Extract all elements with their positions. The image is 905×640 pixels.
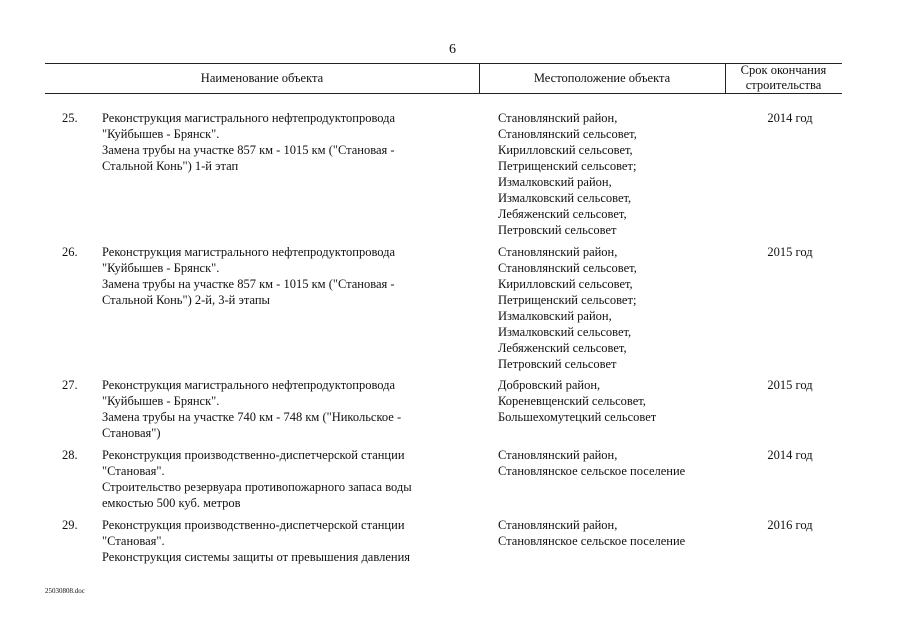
completion-term: 2014 год [767, 111, 813, 125]
completion-term: 2015 год [767, 378, 813, 392]
row-number: 25. [62, 111, 78, 125]
completion-term: 2014 год [767, 448, 813, 462]
header-top-rule [45, 63, 842, 64]
header-deadline: Срок окончания строительства [740, 63, 827, 92]
completion-term: 2016 год [767, 518, 813, 532]
object-name: Реконструкция магистрального нефтепродуктопровода "Куйбышев - Брянск". Замена трубы на участке 857 км - 1015 км ("Становая - Стальной Конь") 2-й, 3-й этапы [102, 245, 396, 307]
header-name: Наименование объекта [200, 71, 324, 85]
completion-term: 2015 год [767, 245, 813, 259]
object-name: Реконструкция магистрального нефтепродуктопровода "Куйбышев - Брянск". Замена трубы на участке 857 км - 1015 км ("Становая - Стальной Конь") 1-й этап [102, 111, 396, 173]
object-name: Реконструкция магистрального нефтепродуктопровода "Куйбышев - Брянск". Замена трубы на участке 740 км - 748 км ("Никольское - Становая") [102, 378, 402, 440]
row-number: 26. [62, 245, 78, 259]
object-name: Реконструкция производственно-диспетчерской станции "Становая". Строительство резервуара противопожарного запаса воды емкостью 500 куб. метров [102, 448, 412, 510]
object-location: Становлянский район, Становлянский сельсовет, Кирилловский сельсовет, Петрищенский сельсовет; Измалковский район, Измалковский сельсовет, Лебяженский сельсовет, Петровский сельсовет [498, 111, 637, 237]
header-location: Местоположение объекта [533, 71, 671, 85]
row-number: 28. [62, 448, 78, 462]
header-bottom-rule [45, 93, 842, 94]
object-name: Реконструкция производственно-диспетчерской станции "Становая". Реконструкция системы защиты от превышения давления [102, 518, 411, 564]
object-location: Становлянский район, Становлянское сельское поселение [498, 448, 686, 478]
row-number: 27. [62, 378, 78, 392]
object-location: Добровский район, Кореневщенский сельсовет, Большехомутецкий сельсовет [498, 378, 657, 424]
row-number: 29. [62, 518, 78, 532]
object-location: Становлянский район, Становлянский сельсовет, Кирилловский сельсовет, Петрищенский сельсовет; Измалковский район, Измалковский сельсовет, Лебяженский сельсовет, Петровский сельсовет [498, 245, 637, 371]
page-number: 6 [449, 42, 456, 57]
object-location: Становлянский район, Становлянское сельское поселение [498, 518, 686, 548]
file-footer: 25030808.doc [45, 587, 85, 595]
